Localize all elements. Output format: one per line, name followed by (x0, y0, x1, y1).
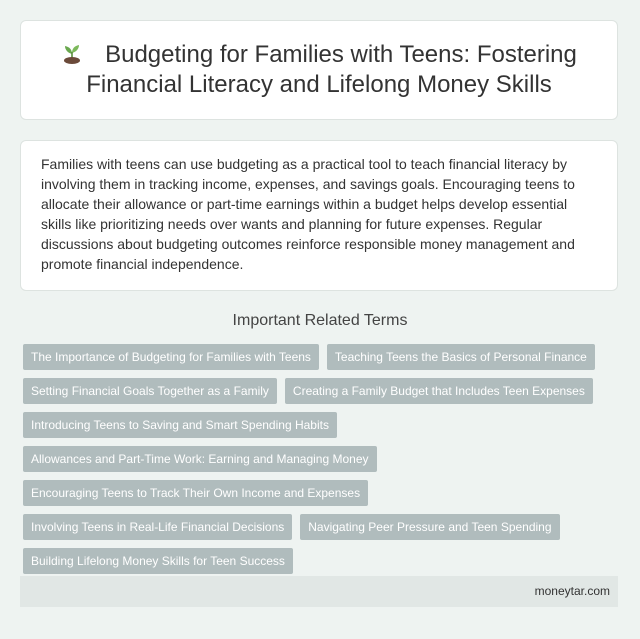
related-terms-heading: Important Related Terms (232, 312, 408, 329)
summary-card (20, 140, 618, 291)
related-term-tag[interactable]: Creating a Family Budget that Includes Teen Expenses (285, 378, 593, 404)
related-term-tag[interactable]: Introducing Teens to Saving and Smart Spending Habits (23, 412, 337, 438)
related-term-tag[interactable]: Navigating Peer Pressure and Teen Spending (300, 514, 559, 540)
related-term-tag[interactable]: Setting Financial Goals Together as a Family (23, 378, 277, 404)
related-term-tag[interactable]: Building Lifelong Money Skills for Teen Success (23, 548, 293, 574)
related-term-tag[interactable]: Encouraging Teens to Track Their Own Income and Expenses (23, 480, 368, 506)
related-terms-list (23, 344, 623, 574)
related-term-tag[interactable]: Involving Teens in Real-Life Financial Decisions (23, 514, 292, 540)
related-term-tag[interactable]: Teaching Teens the Basics of Personal Finance (327, 344, 595, 370)
summary-text: Families with teens can use budgeting as a practical tool to teach financial literacy by involving them in tracking income, expenses, and savings goals. Encouraging teens to allocate their allowance or part-time earnings within a budget helps develop essential skills like prioritizing needs over wants and planning for future expenses. Regular discussions about budgeting outcomes reinforce responsible money management and promote financial independence. (41, 156, 575, 272)
title-card (20, 20, 618, 120)
page-title (39, 40, 599, 100)
related-term-tag[interactable]: Allowances and Part-Time Work: Earning and Managing Money (23, 446, 377, 472)
related-term-tag[interactable]: The Importance of Budgeting for Families with Teens (23, 344, 319, 370)
footer-bar (20, 576, 618, 607)
page-title-text: Budgeting for Families with Teens: Fostering Financial Literacy and Lifelong Money Skills (86, 41, 577, 98)
site-name[interactable]: moneytar.com (534, 584, 610, 598)
sprout-icon (61, 42, 83, 64)
